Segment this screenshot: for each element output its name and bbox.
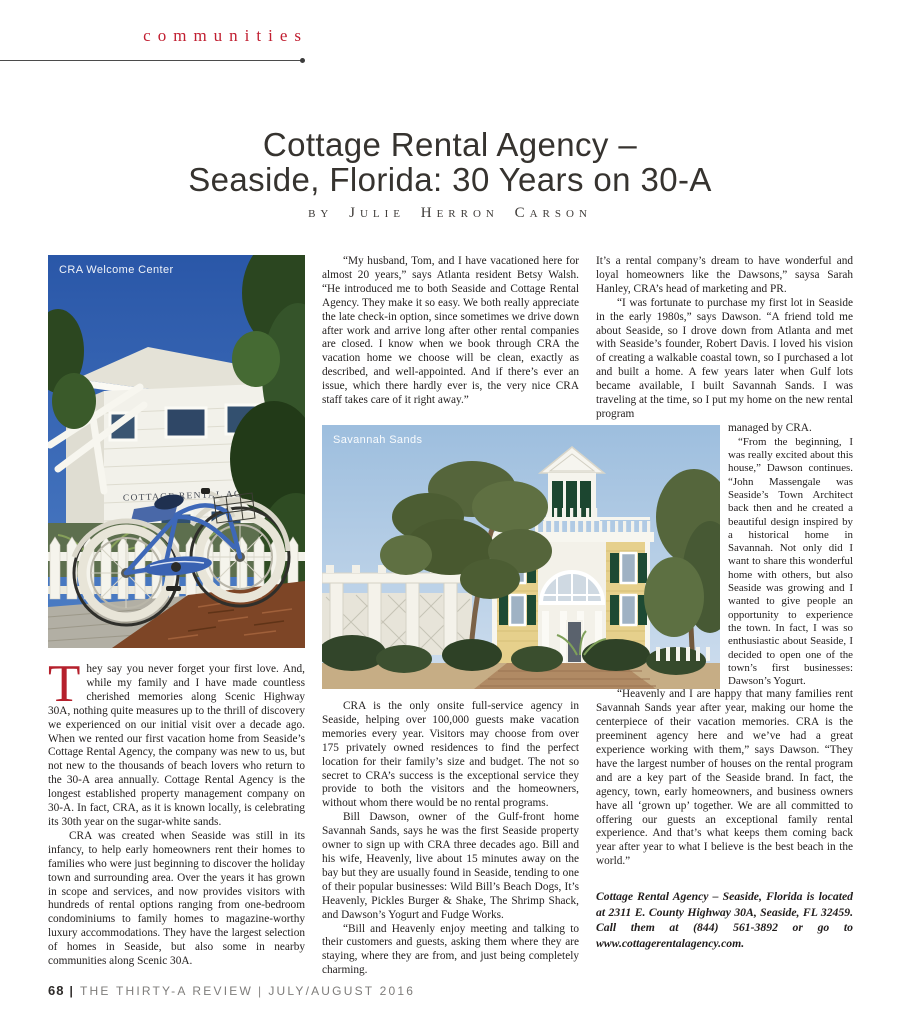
issue-date: JULY/AUGUST 2016: [268, 984, 416, 998]
column-middle-top: [322, 255, 579, 408]
left-paragraph-1-text: hey say you never forget your first love. And, while my family and I have made countless cherished memories along Scenic Highway 30A, nothing quite measures up to the thrill of discovery we experienced on our initial visit over a decade ago. When we rented our first vacation home from Seaside’s Cottage Rental Agency, the company was new to us, but not new to the thousands of beach lovers who return to the 30-A area annually. Cottage Rental Agency is the longest established property management company on 30-A. In fact, CRA, as it is known locally, is celebrating its 30th year on the sugar-white sands.: [48, 663, 305, 828]
column-left: [48, 255, 305, 969]
left-paragraph-1: [48, 655, 305, 830]
right-wrap-line: managed by CRA.: [728, 421, 812, 434]
magazine-title: THE THIRTY-A REVIEW: [80, 984, 253, 998]
article-title-line1: Cottage Rental Agency –: [262, 126, 638, 163]
middle-paragraph-4: “Bill and Heavenly enjoy meeting and talking to their customers and guests, asking them where they are staying, where they are from, and just being completely charming.: [322, 922, 579, 977]
right-paragraph-4: “Heavenly and I are happy that many families rent Savannah Sands year after year, making our home the centerpiece of their vacation memories. CRA is the preeminent agency here and we’ve had a great experience working with them,” says Dawson. “They have the largest number of houses on the rental program and are a key part of the Seaside brand. In fact, the agency, town, early homeowners, and business owners have all ‘grown up’ together. We are all committed to offering our guests an exceptional family rental experience. And that’s what keeps them coming back year after year to what I believe is the best beach in the world.”: [596, 688, 853, 868]
contact-info: Cottage Rental Agency – Seaside, Florida is located at 2311 E. County Highway 30A, Seaside, FL 32459. Call them at (844) 561-3892 or go to www.cottagerentalagency.com.: [596, 890, 853, 950]
right-paragraph-3: “From the beginning, I was really excited about this house,” Dawson continues. “John Massengale was Seaside’s Town Architect back then and he created a beautiful design inspired by a historical home in Savannah. Not only did I want to share this wonderful home with others, but also Seaside was growing and I wanted to give people an opportunity to experience the town. In fact, I was so enthusiastic about Seaside, I decided to open one of the town’s first businesses: Dawson’s Yogurt.: [728, 435, 853, 688]
photo-spacer: [48, 255, 305, 663]
article-title-line2: Seaside, Florida: 30 Years on 30-A: [188, 161, 712, 198]
column-right: [596, 255, 853, 952]
photo-caption: CRA Welcome Center: [59, 264, 174, 276]
column-middle-bottom: [322, 700, 579, 978]
page-footer: [48, 983, 415, 998]
cottage-sign-text: COTTAGE RENTAL AGENCY: [122, 487, 264, 503]
dropcap-letter: T: [48, 655, 81, 713]
middle-paragraph-1: “My husband, Tom, and I have vacationed here for almost 20 years,” says Atlanta resident Betsy Walsh. “He introduced me to both Seaside and Cottage Rental Agency. They make it so easy. We both really appreciate the late check-in option, since sometimes we drive down after work and arrive long after other rental companies are closed. I know when we book through CRA the vacation home we choose will be clean, exactly as described, and well-appointed. And if there’s ever an issue, which there hardly ever is, the very nice CRA staff takes care of it right away.”: [322, 255, 579, 407]
article-byline: by Julie Herron Carson: [308, 205, 592, 221]
article-header: [0, 127, 900, 222]
photo-caption: Savannah Sands: [333, 434, 423, 446]
left-paragraph-2: CRA was created when Seaside was still in its infancy, to help early homeowners rent their homes to families who were just beginning to discover the holiday town and surrounding area. Over the years it has grown in scope and services, and now provides visitors with hundreds of rental options ranging from one-bedroom condominiums to family homes to magazine-worthy luxury accommodations. They have the largest selection of homes in Seaside, but also some in nearby communities along Scenic 30A.: [48, 829, 305, 968]
masthead-rule: [0, 60, 301, 61]
middle-paragraph-2: CRA is the only onsite full-service agency in Seaside, helping over 100,000 guests make vacation memories every year. Visitors may choose from over 175 privately owned residences to find the perfect location for their family’s size and budget. The not so secret to CRA’s success is the exceptional service they provide to both the visitors and the homeowners, without whom there would be no rental programs.: [322, 700, 579, 810]
middle-paragraph-3: Bill Dawson, owner of the Gulf-front home Savannah Sands, says he was the first Seaside property owner to sign up with CRA three decades ago. Bill and his wife, Heavenly, live about 15 minutes away on the bay but they are usually found in Seaside, tending to one of their popular businesses: Wild Bill’s Beach Dogs, It’s Heavenly, Pickles Burger & Shake, The Shrimp Shack, and Dawson’s Yogurt and Fudge Works.: [322, 811, 579, 921]
right-paragraph-2: “I was fortunate to purchase my first lot in Seaside in the early 1980s,” says Dawson. “A friend told me about Seaside, so I drove down from Atlanta and met with Seaside’s founder, Robert Davis. I loved his vision of creating a walkable coastal town, so I purchased a lot and built a home. A few years later when Gulf lots became available, I built Savannah Sands. I was traveling at the time, so I put my home on the new rental program: [596, 296, 853, 420]
footer-separator-2: |: [257, 984, 264, 998]
right-wrap-block: [728, 422, 853, 689]
footer-separator-1: |: [69, 984, 76, 998]
page-number: 68: [48, 983, 65, 998]
section-label: communities: [143, 26, 308, 45]
right-paragraph-1: It’s a rental company’s dream to have wonderful and loyal homeowners like the Dawsons,” saysa Sarah Hanley, CRA’s head of marketing and PR.: [596, 255, 853, 295]
